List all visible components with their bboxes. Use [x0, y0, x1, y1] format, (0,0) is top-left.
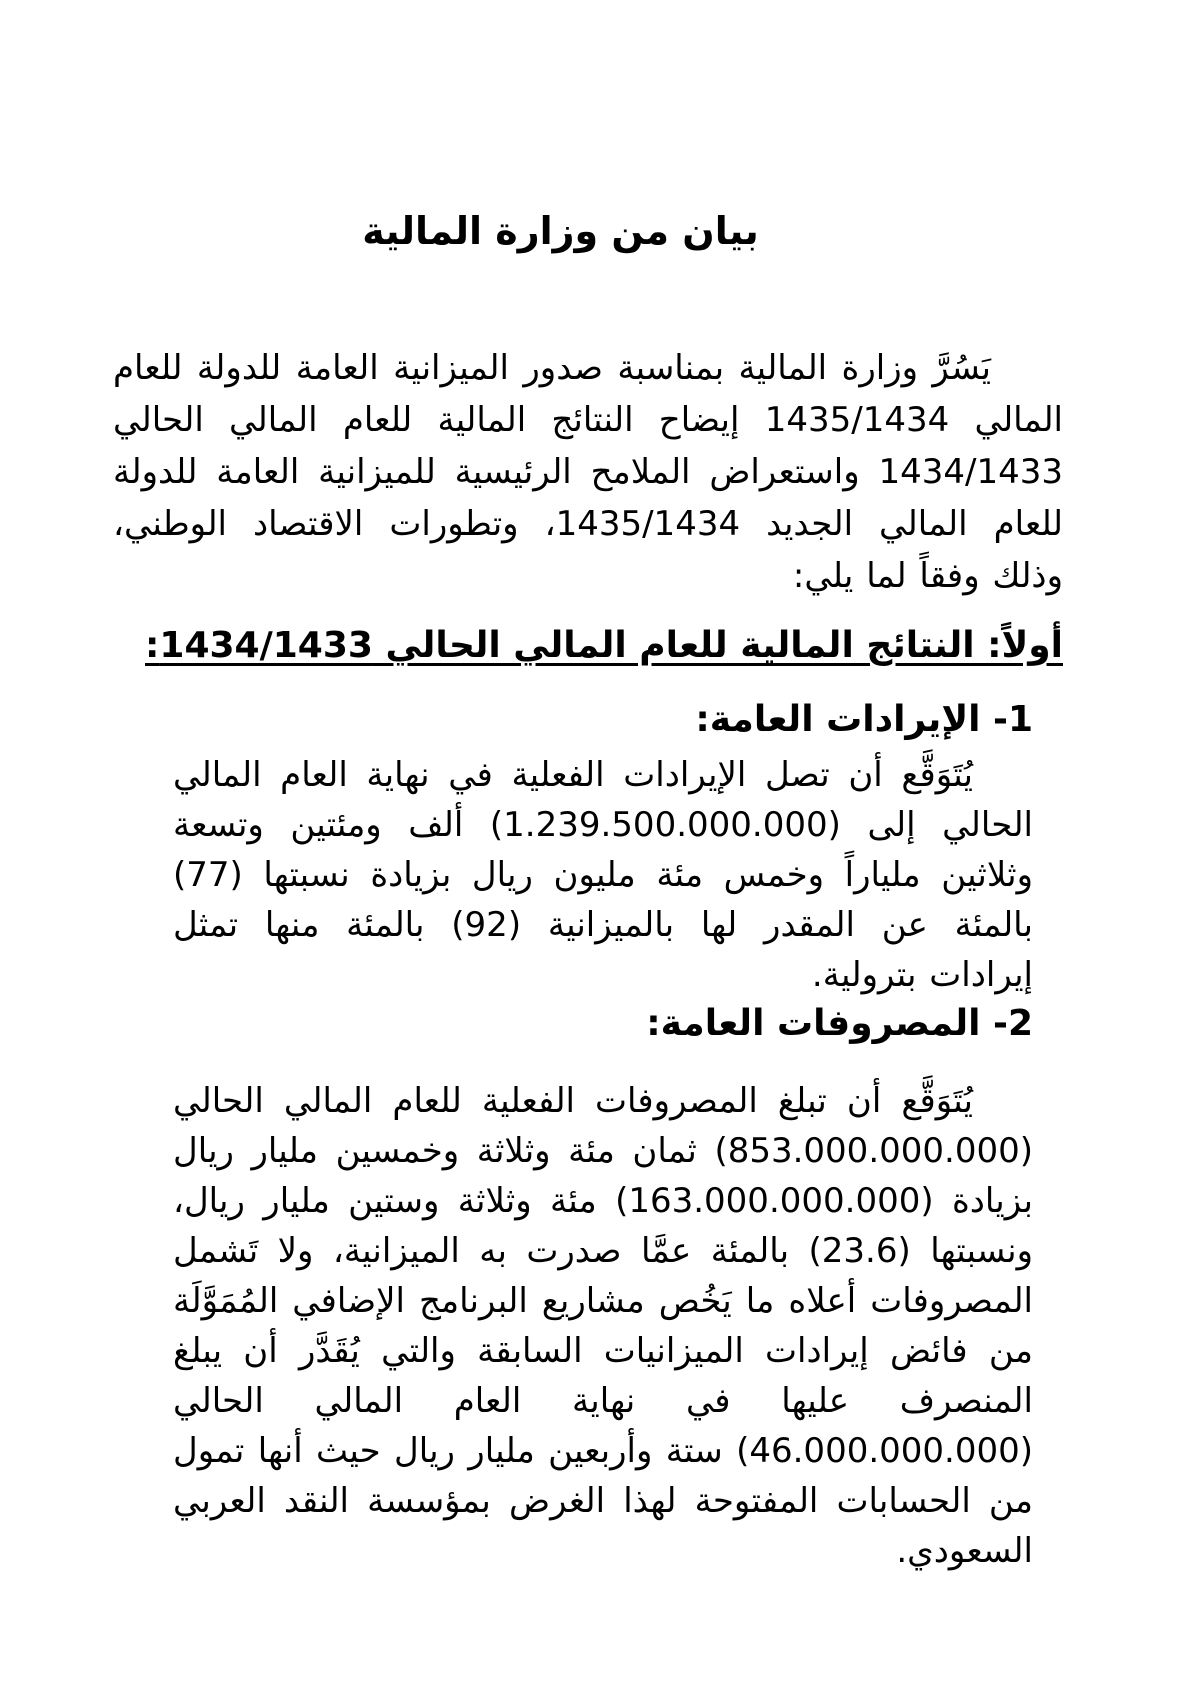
intro-paragraph: يَسُرَّ وزارة المالية بمناسبة صدور الميزانية العامة للدولة للعام المالي 1435/1434 إيضاح النتائج المالية للعام المالي الحالي 1434/1433 واستعراض الملامح الرئيسية للميزانية العامة للدولة للعام المالي الجديد 1435/1434، وتطورات الاقتصاد الوطني، وذلك وفقاً لما يلي: — [113, 348, 1064, 596]
expenditures-paragraph: يُتَوَقَّع أن تبلغ المصروفات الفعلية للعام المالي الحالي (853.000.000.000) ثمان مئة وثلاثة وخمسين مليار ريال بزيادة (163.000.000.000) مئة وثلاثة وستين مليار ريال، ونسبتها (23.6) بالمئة عمَّا صدرت به الميزانية، ولا تَشمل المصروفات أعلاه ما يَخُص مشاريع البرنامج الإضافي المُمَوَّلَة من فائض إيرادات الميزانيات السابقة والتي يُقَدَّر أن يبلغ المنصرف عليها في نهاية العام المالي الحالي (46.000.000.000) ستة وأربعين مليار ريال حيث أنها تمول من الحسابات المفتوحة لهذا الغرض بمؤسسة النقد العربي السعودي. — [173, 1081, 1033, 1571]
revenues-paragraph: يُتَوَقَّع أن تصل الإيرادات الفعلية في نهاية العام المالي الحالي إلى (1.239.500.000.000) ألف ومئتين وتسعة وثلاثين ملياراً وخمس مئة مليون ريال بزيادة نسبتها (77) بالمئة عن المقدر لها بالميزانية (92) بالمئة منها تمثل إيرادات بترولية. — [173, 755, 1033, 995]
document-body — [113, 208, 1063, 1576]
section-heading-financial-results: أولاً: النتائج المالية للعام المالي الحالي 1434/1433: — [145, 625, 1063, 666]
subsection-revenues — [113, 698, 1063, 1000]
subsection-heading-revenues: 1- الإيرادات العامة: — [695, 699, 1033, 740]
subsection-expenditures — [113, 1002, 1063, 1576]
page-title: بيان من وزارة المالية — [362, 209, 759, 253]
subsection-heading-expenditures: 2- المصروفات العامة: — [646, 1003, 1033, 1044]
